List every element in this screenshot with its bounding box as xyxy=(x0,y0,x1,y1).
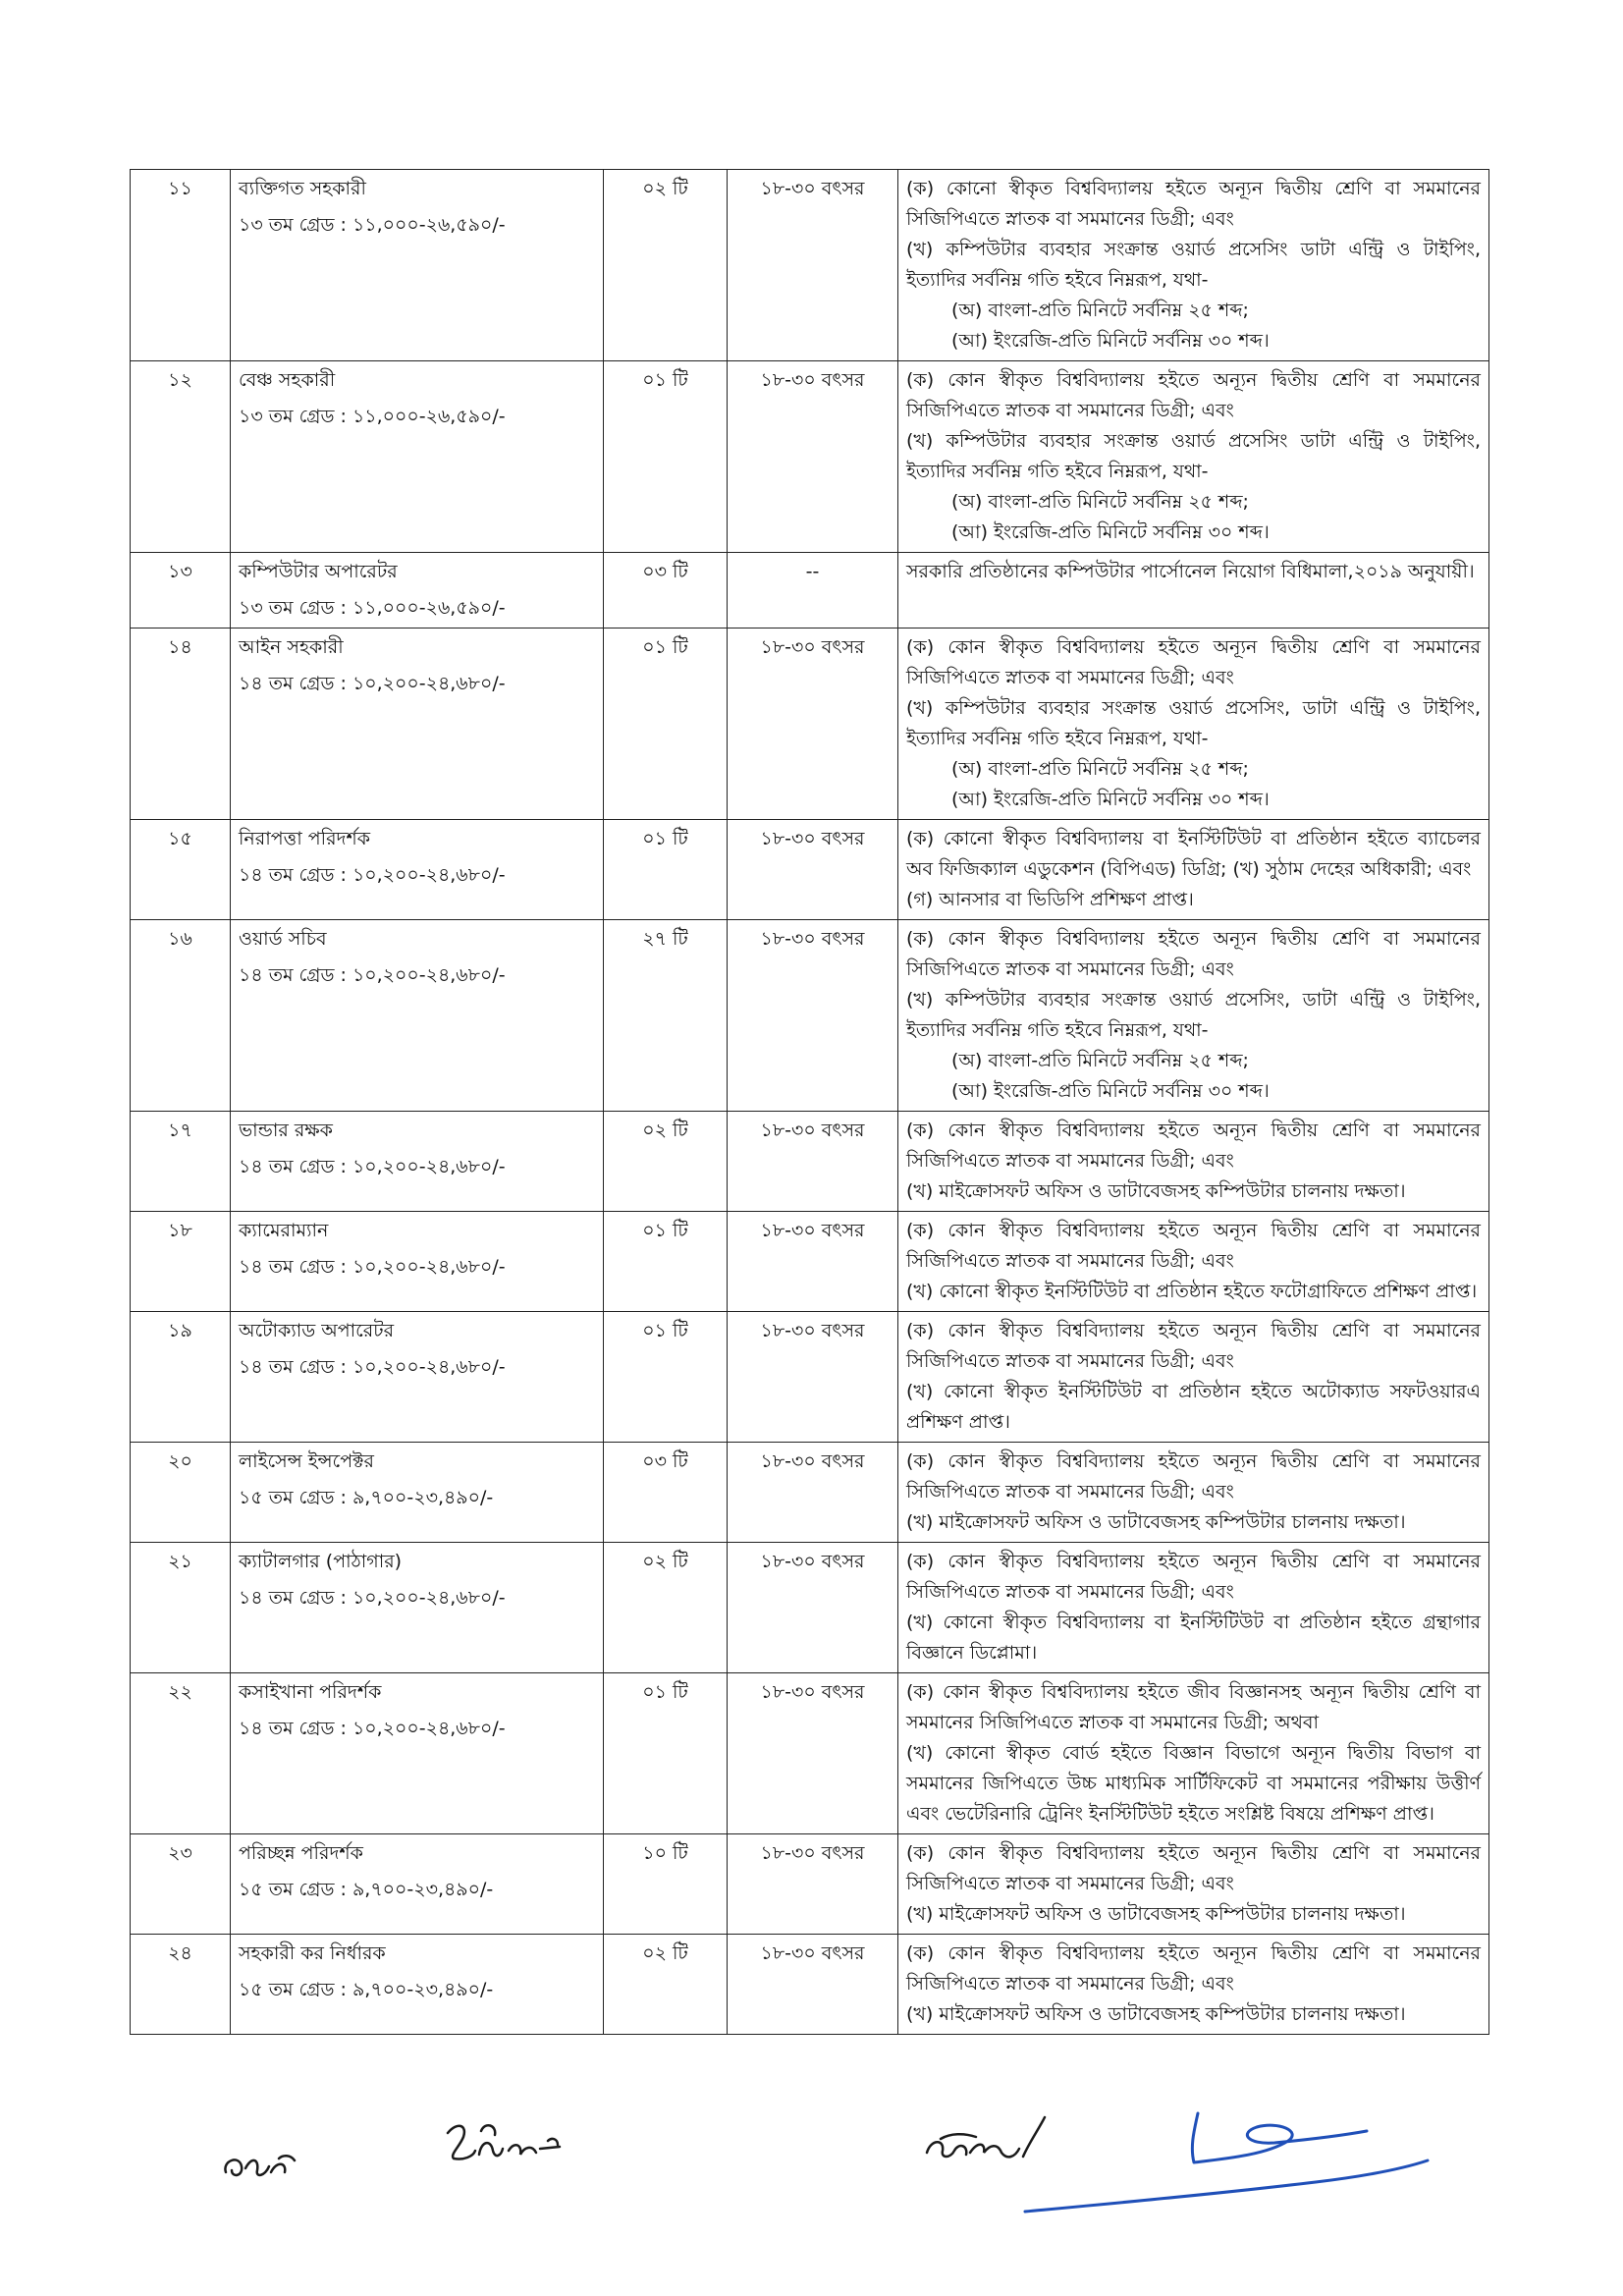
age-limit-cell: ১৮-৩০ বৎসর xyxy=(728,920,898,1112)
qualification-line: (খ) কোনো স্বীকৃত ইনস্টিটিউট বা প্রতিষ্ঠান হইতে ফটোগ্রাফিতে প্রশিক্ষণ প্রাপ্ত। xyxy=(906,1281,1478,1302)
table-row xyxy=(131,920,1489,1112)
qualification-line: (ক) কোন স্বীকৃত বিশ্ববিদ্যালয় হইতে অন্যূন দ্বিতীয় শ্রেণি বা সমমানের সিজিপিএতে স্নাতক বা সমমানের ডিগ্রী; এবং xyxy=(906,1450,1481,1503)
vacancy-count-cell: ২৭ টি xyxy=(604,920,728,1112)
typing-speed-line: (আ) ইংরেজি-প্রতি মিনিটে সর্বনিম্ন ৩০ শব্দ। xyxy=(951,330,1270,352)
qualification-line: (ক) কোন স্বীকৃত বিশ্ববিদ্যালয় হইতে অন্যূন দ্বিতীয় শ্রেণি বা সমমানের সিজিপিএতে স্নাতক বা সমমানের ডিগ্রী; এবং xyxy=(906,1942,1481,1995)
signature-4 xyxy=(1021,2102,1434,2219)
pay-grade: ১৪ তম গ্রেড : ১০,২০০-২৪,৬৮০/- xyxy=(239,1156,506,1177)
serial-number-cell: ২০ xyxy=(131,1443,231,1543)
post-cell xyxy=(231,553,604,629)
vacancy-count-cell: ০১ টি xyxy=(604,1212,728,1312)
vacancy-count-cell: ০১ টি xyxy=(604,629,728,820)
qualification-line: (ক) কোন স্বীকৃত বিশ্ববিদ্যালয় হইতে অন্যূন দ্বিতীয় শ্রেণি বা সমমানের সিজিপিএতে স্নাতক বা সমমানের ডিগ্রী; এবং xyxy=(906,1320,1481,1372)
post-name: বেঞ্চ সহকারী xyxy=(239,369,336,391)
qualification-line: (খ) মাইক্রোসফট অফিস ও ডাটাবেজসহ কম্পিউটার চালনায় দক্ষতা। xyxy=(906,2003,1406,2025)
table-row xyxy=(131,361,1489,553)
vacancy-count-cell: ০২ টি xyxy=(604,1935,728,2035)
pay-grade: ১৩ তম গ্রেড : ১১,০০০-২৬,৫৯০/- xyxy=(239,214,506,236)
table-row xyxy=(131,1443,1489,1543)
qualification-cell xyxy=(898,629,1489,820)
age-limit-cell: ১৮-৩০ বৎসর xyxy=(728,1212,898,1312)
vacancy-count-cell: ০২ টি xyxy=(604,1543,728,1673)
qualification-cell xyxy=(898,1312,1489,1443)
table-row xyxy=(131,1112,1489,1212)
post-cell xyxy=(231,820,604,920)
qualification-line: (খ) মাইক্রোসফট অফিস ও ডাটাবেজসহ কম্পিউটার চালনায় দক্ষতা। xyxy=(906,1180,1406,1202)
post-cell xyxy=(231,1112,604,1212)
qualification-cell xyxy=(898,1112,1489,1212)
table-row xyxy=(131,1312,1489,1443)
qualification-line: (খ) কম্পিউটার ব্যবহার সংক্রান্ত ওয়ার্ড প্রসেসিং ডাটা এন্ট্রি ও টাইপিং, ইত্যাদির সর্বনিম্ন গতি হইবে নিম্নরূপ, যথা- xyxy=(906,239,1481,291)
qualification-line: (ক) কোন স্বীকৃত বিশ্ববিদ্যালয় হইতে অন্যূন দ্বিতীয় শ্রেণি বা সমমানের সিজিপিএতে স্নাতক বা সমমানের ডিগ্রী; এবং xyxy=(906,1220,1481,1272)
qualification-line: (ক) কোন স্বীকৃত বিশ্ববিদ্যালয় হইতে অন্যূন দ্বিতীয় শ্রেণি বা সমমানের সিজিপিএতে স্নাতক বা সমমানের ডিগ্রী; এবং xyxy=(906,928,1481,980)
serial-number-cell: ২১ xyxy=(131,1543,231,1673)
qualification-line: (খ) কম্পিউটার ব্যবহার সংক্রান্ত ওয়ার্ড প্রসেসিং, ডাটা এন্ট্রি ও টাইপিং, ইত্যাদির সর্বনিম্ন গতি হইবে নিম্নরূপ, যথা- xyxy=(906,697,1481,749)
age-limit-cell: ১৮-৩০ বৎসর xyxy=(728,1935,898,2035)
pay-grade: ১৪ তম গ্রেড : ১০,২০০-২৪,৬৮০/- xyxy=(239,864,506,886)
post-name: ওয়ার্ড সচিব xyxy=(239,928,327,950)
post-cell xyxy=(231,1543,604,1673)
qualification-line: (ক) কোন স্বীকৃত বিশ্ববিদ্যালয় হইতে অন্যূন দ্বিতীয় শ্রেণি বা সমমানের সিজিপিএতে স্নাতক বা সমমানের ডিগ্রী; এবং xyxy=(906,1120,1481,1172)
vacancy-count-cell: ০১ টি xyxy=(604,361,728,553)
signature-2 xyxy=(442,2111,569,2180)
typing-speed-line: (আ) ইংরেজি-প্রতি মিনিটে সর্বনিম্ন ৩০ শব্দ। xyxy=(951,789,1270,810)
post-name: পরিচ্ছন্ন পরিদর্শক xyxy=(239,1842,363,1864)
serial-number-cell: ২২ xyxy=(131,1673,231,1834)
age-limit-cell: ১৮-৩০ বৎসর xyxy=(728,1443,898,1543)
post-name: নিরাপত্তা পরিদর্শক xyxy=(239,828,371,849)
age-limit-cell: ১৮-৩০ বৎসর xyxy=(728,1112,898,1212)
post-name: কসাইখানা পরিদর্শক xyxy=(239,1681,382,1703)
table-row xyxy=(131,1834,1489,1935)
qualification-cell xyxy=(898,1935,1489,2035)
serial-number-cell: ১৮ xyxy=(131,1212,231,1312)
post-name: ক্যাটালগার (পাঠাগার) xyxy=(239,1551,403,1572)
serial-number-cell: ১৩ xyxy=(131,553,231,629)
qualification-line: সরকারি প্রতিষ্ঠানের কম্পিউটার পার্সোনেল নিয়োগ বিধিমালা,২০১৯ অনুযায়ী। xyxy=(906,561,1475,582)
qualification-cell xyxy=(898,1212,1489,1312)
post-cell xyxy=(231,361,604,553)
qualification-cell xyxy=(898,1834,1489,1935)
qualification-line: (খ) কম্পিউটার ব্যবহার সংক্রান্ত ওয়ার্ড প্রসেসিং, ডাটা এন্ট্রি ও টাইপিং, ইত্যাদির সর্বনিম্ন গতি হইবে নিম্নরূপ, যথা- xyxy=(906,989,1481,1041)
vacancy-count-cell: ০৩ টি xyxy=(604,553,728,629)
age-limit-cell: ১৮-৩০ বৎসর xyxy=(728,1312,898,1443)
serial-number-cell: ১৬ xyxy=(131,920,231,1112)
serial-number-cell: ১২ xyxy=(131,361,231,553)
qualification-cell xyxy=(898,1443,1489,1543)
pay-grade: ১৩ তম গ্রেড : ১১,০০০-২৬,৫৯০/- xyxy=(239,597,506,619)
job-posts-table xyxy=(130,169,1489,2035)
qualification-line: (খ) কম্পিউটার ব্যবহার সংক্রান্ত ওয়ার্ড প্রসেসিং ডাটা এন্ট্রি ও টাইপিং, ইত্যাদির সর্বনিম্ন গতি হইবে নিম্নরূপ, যথা- xyxy=(906,430,1481,482)
table-row xyxy=(131,170,1489,361)
table-row xyxy=(131,1935,1489,2035)
pay-grade: ১৫ তম গ্রেড : ৯,৭০০-২৩,৪৯০/- xyxy=(239,1487,494,1508)
age-limit-cell: ১৮-৩০ বৎসর xyxy=(728,361,898,553)
table-row xyxy=(131,1212,1489,1312)
age-limit-cell: ১৮-৩০ বৎসর xyxy=(728,820,898,920)
post-cell xyxy=(231,1212,604,1312)
post-name: ক্যামেরাম্যান xyxy=(239,1220,329,1241)
qualification-line: (ক) কোন স্বীকৃত বিশ্ববিদ্যালয় হইতে অন্যূন দ্বিতীয় শ্রেণি বা সমমানের সিজিপিএতে স্নাতক বা সমমানের ডিগ্রী; এবং xyxy=(906,636,1481,688)
serial-number-cell: ১৪ xyxy=(131,629,231,820)
qualification-line: (খ) মাইক্রোসফট অফিস ও ডাটাবেজসহ কম্পিউটার চালনায় দক্ষতা। xyxy=(906,1903,1406,1925)
qualification-line: (ক) কোন স্বীকৃত বিশ্ববিদ্যালয় হইতে অন্যূন দ্বিতীয় শ্রেণি বা সমমানের সিজিপিএতে স্নাতক বা সমমানের ডিগ্রী; এবং xyxy=(906,1842,1481,1894)
pay-grade: ১৫ তম গ্রেড : ৯,৭০০-২৩,৪৯০/- xyxy=(239,1879,494,1900)
table-row xyxy=(131,553,1489,629)
qualification-cell xyxy=(898,361,1489,553)
post-cell xyxy=(231,1673,604,1834)
serial-number-cell: ২৩ xyxy=(131,1834,231,1935)
age-limit-cell: ১৮-৩০ বৎসর xyxy=(728,1543,898,1673)
qualification-cell xyxy=(898,820,1489,920)
job-posts-table-body xyxy=(131,170,1489,2035)
pay-grade: ১৫ তম গ্রেড : ৯,৭০০-২৩,৪৯০/- xyxy=(239,1979,494,2000)
pay-grade: ১৪ তম গ্রেড : ১০,২০০-২৪,৬৮০/- xyxy=(239,964,506,986)
serial-number-cell: ১৭ xyxy=(131,1112,231,1212)
post-name: ব্যক্তিগত সহকারী xyxy=(239,178,366,199)
serial-number-cell: ২৪ xyxy=(131,1935,231,2035)
pay-grade: ১৪ তম গ্রেড : ১০,২০০-২৪,৬৮০/- xyxy=(239,673,506,694)
age-limit-cell: -- xyxy=(728,553,898,629)
signature-1 xyxy=(218,2133,306,2192)
post-cell xyxy=(231,629,604,820)
vacancy-count-cell: ০১ টি xyxy=(604,820,728,920)
qualification-cell xyxy=(898,1673,1489,1834)
qualification-line: (ক) কোন স্বীকৃত বিশ্ববিদ্যালয় হইতে জীব বিজ্ঞানসহ অন্যূন দ্বিতীয় শ্রেণি বা সমমানের সিজিপিএতে স্নাতক বা সমমানের ডিগ্রী; অথবা xyxy=(906,1681,1481,1733)
serial-number-cell: ১৯ xyxy=(131,1312,231,1443)
post-cell xyxy=(231,1935,604,2035)
vacancy-count-cell: ০২ টি xyxy=(604,1112,728,1212)
pay-grade: ১৪ তম গ্রেড : ১০,২০০-২৪,৬৮০/- xyxy=(239,1256,506,1278)
post-name: ভান্ডার রক্ষক xyxy=(239,1120,333,1141)
pay-grade: ১৩ তম গ্রেড : ১১,০০০-২৬,৫৯০/- xyxy=(239,406,506,427)
vacancy-count-cell: ০১ টি xyxy=(604,1312,728,1443)
qualification-line: (খ) কোনো স্বীকৃত বোর্ড হইতে বিজ্ঞান বিভাগে অন্যূন দ্বিতীয় বিভাগ বা সমমানের জিপিএতে উচ্চ মাধ্যমিক সার্টিফিকেট বা সমমানের পরীক্ষায় উত্তীর্ণ এবং ভেটেরিনারি ট্রেনিং ইনস্টিটিউট হইতে সংশ্লিষ্ট বিষয়ে প্রশিক্ষণ প্রাপ্ত। xyxy=(906,1742,1481,1825)
post-name: সহকারী কর নির্ধারক xyxy=(239,1942,386,1964)
vacancy-count-cell: ১০ টি xyxy=(604,1834,728,1935)
qualification-line: (ক) কোন স্বীকৃত বিশ্ববিদ্যালয় হইতে অন্যূন দ্বিতীয় শ্রেণি বা সমমানের সিজিপিএতে স্নাতক বা সমমানের ডিগ্রী; এবং xyxy=(906,369,1481,421)
post-cell xyxy=(231,170,604,361)
typing-speed-line: (অ) বাংলা-প্রতি মিনিটে সর্বনিম্ন ২৫ শব্দ; xyxy=(951,300,1249,321)
typing-speed-line: (আ) ইংরেজি-প্রতি মিনিটে সর্বনিম্ন ৩০ শব্দ। xyxy=(951,521,1270,543)
pay-grade: ১৪ তম গ্রেড : ১০,২০০-২৪,৬৮০/- xyxy=(239,1587,506,1609)
serial-number-cell: ১১ xyxy=(131,170,231,361)
qualification-cell xyxy=(898,1543,1489,1673)
table-row xyxy=(131,1543,1489,1673)
post-cell xyxy=(231,1834,604,1935)
qualification-line: (খ) কোনো স্বীকৃত বিশ্ববিদ্যালয় বা ইনস্টিটিউট বা প্রতিষ্ঠান হইতে গ্রন্থাগার বিজ্ঞানে ডিপ্লোমা। xyxy=(906,1612,1481,1664)
qualification-line: (খ) কোনো স্বীকৃত ইনস্টিটিউট বা প্রতিষ্ঠান হইতে অটোক্যাড সফটওয়ারএ প্রশিক্ষণ প্রাপ্ত। xyxy=(906,1381,1481,1433)
post-name: কম্পিউটার অপারেটর xyxy=(239,561,398,582)
age-limit-cell: ১৮-৩০ বৎসর xyxy=(728,1834,898,1935)
age-limit-cell: ১৮-৩০ বৎসর xyxy=(728,170,898,361)
post-cell xyxy=(231,1443,604,1543)
qualification-cell xyxy=(898,920,1489,1112)
qualification-line: (ক) কোনো স্বীকৃত বিশ্ববিদ্যালয় বা ইনস্টিটিউট বা প্রতিষ্ঠান হইতে ব্যাচেলর অব ফিজিক্যাল এডুকেশন (বিপিএড) ডিগ্রি; (খ) সুঠাম দেহের অধিকারী; এবং xyxy=(906,828,1481,880)
table-row xyxy=(131,820,1489,920)
typing-speed-line: (আ) ইংরেজি-প্রতি মিনিটে সর্বনিম্ন ৩০ শব্দ। xyxy=(951,1080,1270,1102)
vacancy-count-cell: ০২ টি xyxy=(604,170,728,361)
serial-number-cell: ১৫ xyxy=(131,820,231,920)
age-limit-cell: ১৮-৩০ বৎসর xyxy=(728,1673,898,1834)
qualification-line: (ক) কোনো স্বীকৃত বিশ্ববিদ্যালয় হইতে অন্যূন দ্বিতীয় শ্রেণি বা সমমানের সিজিপিএতে স্নাতক বা সমমানের ডিগ্রী; এবং xyxy=(906,178,1481,230)
qualification-line: (খ) মাইক্রোসফট অফিস ও ডাটাবেজসহ কম্পিউটার চালনায় দক্ষতা। xyxy=(906,1511,1406,1533)
table-row xyxy=(131,629,1489,820)
age-limit-cell: ১৮-৩০ বৎসর xyxy=(728,629,898,820)
qualification-line: (ক) কোন স্বীকৃত বিশ্ববিদ্যালয় হইতে অন্যূন দ্বিতীয় শ্রেণি বা সমমানের সিজিপিএতে স্নাতক বা সমমানের ডিগ্রী; এবং xyxy=(906,1551,1481,1603)
table-row xyxy=(131,1673,1489,1834)
qualification-line: (গ) আনসার বা ভিডিপি প্রশিক্ষণ প্রাপ্ত। xyxy=(906,889,1194,910)
post-name: লাইসেন্স ইন্সপেক্টর xyxy=(239,1450,375,1472)
typing-speed-line: (অ) বাংলা-প্রতি মিনিটে সর্বনিম্ন ২৫ শব্দ; xyxy=(951,1050,1249,1071)
qualification-cell xyxy=(898,170,1489,361)
typing-speed-line: (অ) বাংলা-প্রতি মিনিটে সর্বনিম্ন ২৫ শব্দ; xyxy=(951,491,1249,513)
typing-speed-line: (অ) বাংলা-প্রতি মিনিটে সর্বনিম্ন ২৫ শব্দ; xyxy=(951,758,1249,780)
post-cell xyxy=(231,1312,604,1443)
post-name: আইন সহকারী xyxy=(239,636,344,658)
post-cell xyxy=(231,920,604,1112)
pay-grade: ১৪ তম গ্রেড : ১০,২০০-২৪,৬৮০/- xyxy=(239,1356,506,1378)
post-name: অটোক্যাড অপারেটর xyxy=(239,1320,395,1341)
qualification-cell xyxy=(898,553,1489,629)
vacancy-count-cell: ০১ টি xyxy=(604,1673,728,1834)
pay-grade: ১৪ তম গ্রেড : ১০,২০০-২৪,৬৮০/- xyxy=(239,1718,506,1739)
vacancy-count-cell: ০৩ টি xyxy=(604,1443,728,1543)
